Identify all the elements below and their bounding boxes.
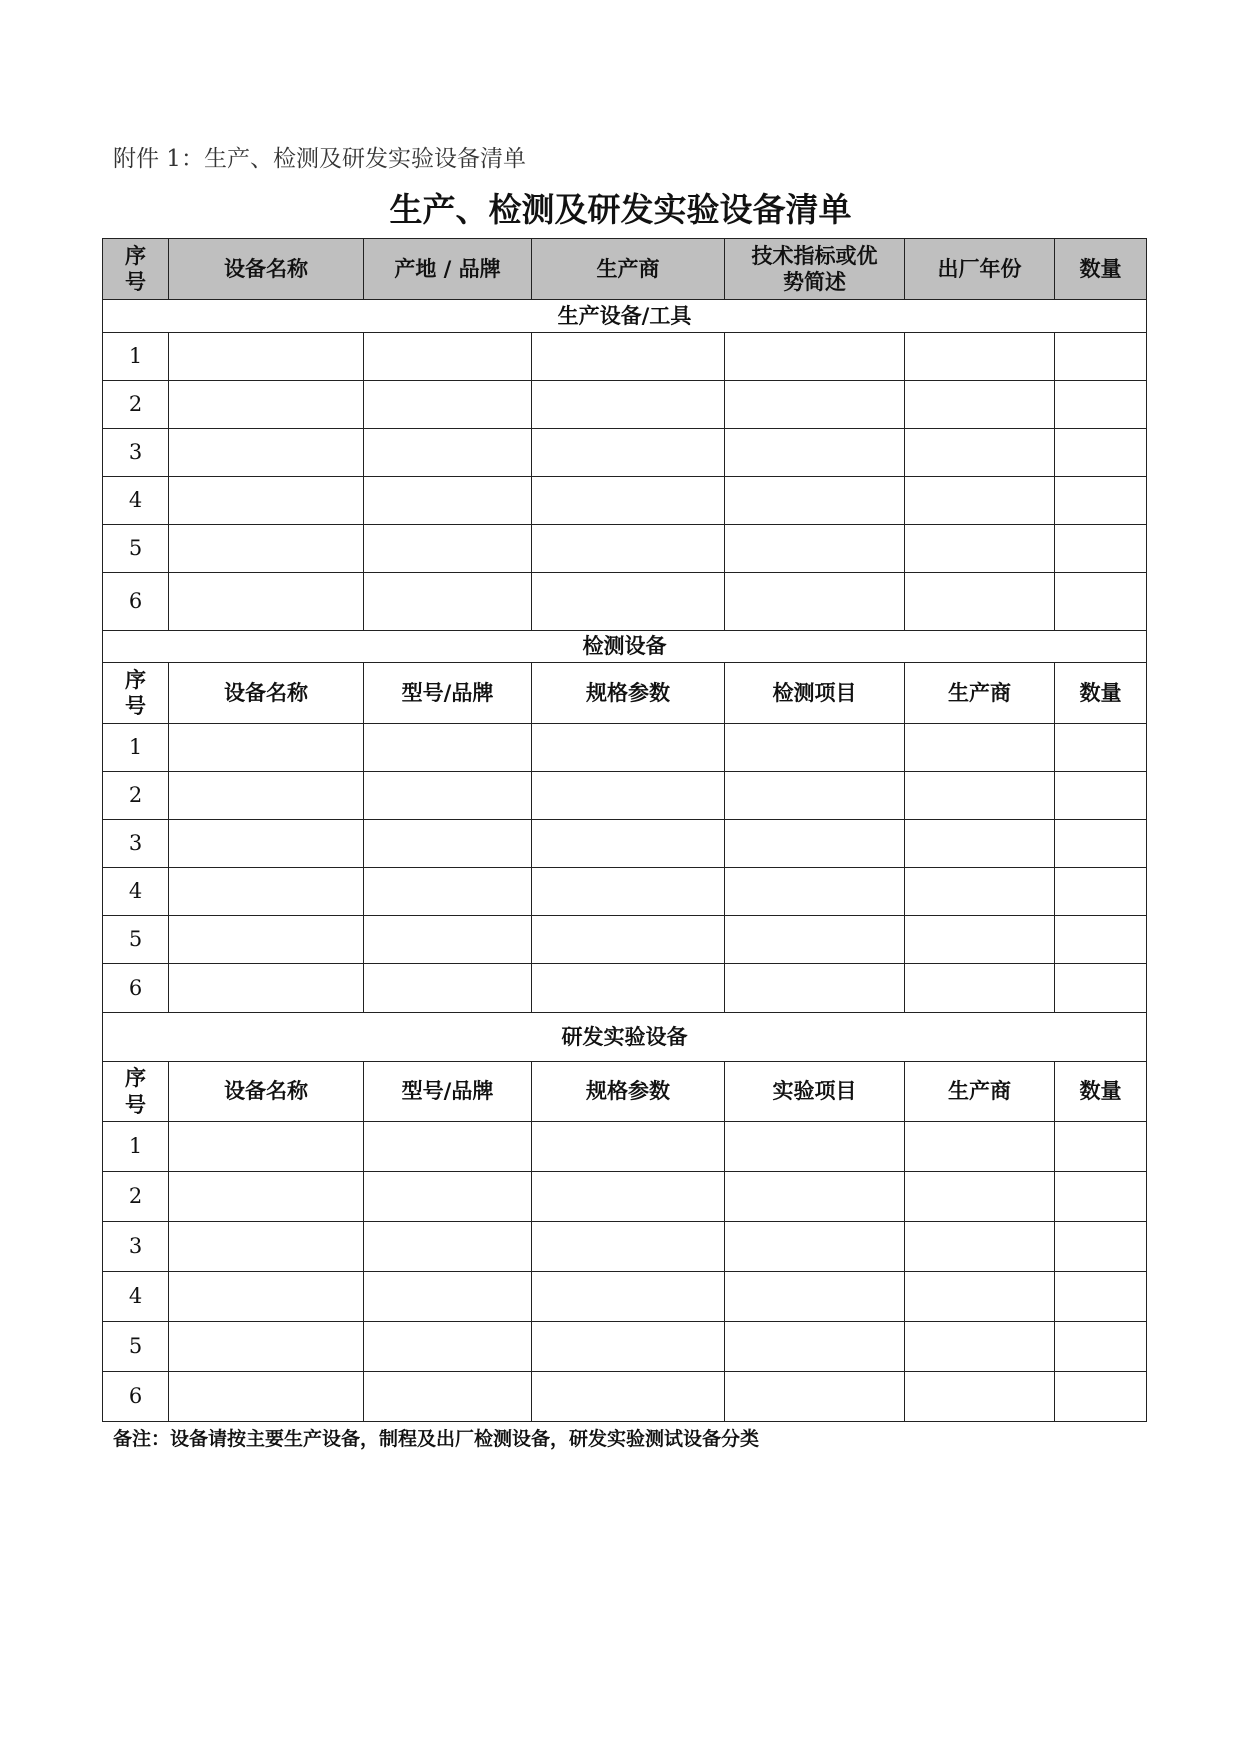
cell-name[interactable] <box>169 1122 364 1172</box>
header-cell-spec-params: 规格参数 <box>532 663 725 724</box>
cell-manufacturer[interactable] <box>905 916 1055 964</box>
cell-quantity[interactable] <box>1055 1172 1147 1222</box>
cell-name[interactable] <box>169 477 364 525</box>
table-row <box>103 820 1147 868</box>
cell-name[interactable] <box>169 1222 364 1272</box>
cell-manufacturer[interactable] <box>532 333 725 381</box>
cell-manufacturer[interactable] <box>532 525 725 573</box>
row-number: 6 <box>103 964 169 1013</box>
cell-model-brand[interactable] <box>364 1122 532 1172</box>
cell-quantity[interactable] <box>1055 916 1147 964</box>
cell-spec-params[interactable] <box>532 1272 725 1322</box>
cell-quantity[interactable] <box>1055 429 1147 477</box>
table-row <box>103 1272 1147 1322</box>
cell-manufacturer[interactable] <box>905 868 1055 916</box>
header-cell-manufacturer: 生产商 <box>905 1062 1055 1122</box>
table-row <box>103 916 1147 964</box>
cell-quantity[interactable] <box>1055 333 1147 381</box>
header-cell-specs-summary: 技术指标或优 势简述 <box>725 239 905 300</box>
section-title-production: 生产设备/工具 <box>103 300 1147 333</box>
cell-manufacturer[interactable] <box>905 1372 1055 1422</box>
cell-spec-params[interactable] <box>532 1322 725 1372</box>
cell-quantity[interactable] <box>1055 1222 1147 1272</box>
row-number: 3 <box>103 820 169 868</box>
table-row <box>103 381 1147 429</box>
row-number: 2 <box>103 1172 169 1222</box>
cell-spec-params[interactable] <box>532 1122 725 1172</box>
cell-manufacturer[interactable] <box>532 429 725 477</box>
cell-model-brand[interactable] <box>364 1322 532 1372</box>
row-number: 1 <box>103 1122 169 1172</box>
table-row <box>103 1372 1147 1422</box>
header-cell-name: 设备名称 <box>169 239 364 300</box>
cell-quantity[interactable] <box>1055 724 1147 772</box>
cell-manufacturer[interactable] <box>905 1172 1055 1222</box>
header-cell-test-items: 检测项目 <box>725 663 905 724</box>
cell-specs[interactable] <box>725 525 905 573</box>
header-cell-manufacturer: 生产商 <box>905 663 1055 724</box>
cell-name[interactable] <box>169 916 364 964</box>
header-cell-spec-params: 规格参数 <box>532 1062 725 1122</box>
cell-model-brand[interactable] <box>364 1272 532 1322</box>
cell-spec-params[interactable] <box>532 964 725 1013</box>
production-header-row <box>103 239 1147 300</box>
cell-name[interactable] <box>169 964 364 1013</box>
cell-experiment-items[interactable] <box>725 1222 905 1272</box>
row-number: 5 <box>103 916 169 964</box>
cell-manufacturer[interactable] <box>905 820 1055 868</box>
equipment-table <box>102 238 1147 1422</box>
cell-origin-brand[interactable] <box>364 525 532 573</box>
cell-name[interactable] <box>169 1272 364 1322</box>
cell-experiment-items[interactable] <box>725 1322 905 1372</box>
rnd-header-row <box>103 1062 1147 1122</box>
cell-model-brand[interactable] <box>364 916 532 964</box>
row-number: 6 <box>103 1372 169 1422</box>
cell-quantity[interactable] <box>1055 820 1147 868</box>
row-number: 5 <box>103 1322 169 1372</box>
cell-spec-params[interactable] <box>532 820 725 868</box>
header-cell-manufacturer: 生产商 <box>532 239 725 300</box>
table-row <box>103 964 1147 1013</box>
production-section-row <box>103 300 1147 333</box>
page-title: 生产、检测及研发实验设备清单 <box>389 190 852 229</box>
header-cell-model-brand: 型号/品牌 <box>364 663 532 724</box>
cell-spec-params[interactable] <box>532 868 725 916</box>
header-cell-index: 序 号 <box>103 239 169 300</box>
testing-section-row <box>103 631 1147 663</box>
table-row <box>103 333 1147 381</box>
section-title-testing: 检测设备 <box>103 631 1147 663</box>
cell-spec-params[interactable] <box>532 916 725 964</box>
cell-manufacturer[interactable] <box>905 964 1055 1013</box>
header-cell-quantity: 数量 <box>1055 663 1147 724</box>
cell-origin-brand[interactable] <box>364 573 532 631</box>
row-number: 2 <box>103 381 169 429</box>
header-cell-quantity: 数量 <box>1055 1062 1147 1122</box>
cell-specs[interactable] <box>725 429 905 477</box>
header-cell-origin-brand: 产地 / 品牌 <box>364 239 532 300</box>
cell-model-brand[interactable] <box>364 964 532 1013</box>
table-row <box>103 772 1147 820</box>
cell-specs[interactable] <box>725 477 905 525</box>
cell-model-brand[interactable] <box>364 868 532 916</box>
row-number: 1 <box>103 333 169 381</box>
cell-name[interactable] <box>169 724 364 772</box>
cell-test-items[interactable] <box>725 724 905 772</box>
table-row <box>103 573 1147 631</box>
cell-year[interactable] <box>905 381 1055 429</box>
cell-quantity[interactable] <box>1055 772 1147 820</box>
cell-model-brand[interactable] <box>364 1372 532 1422</box>
row-number: 3 <box>103 1222 169 1272</box>
cell-name[interactable] <box>169 1172 364 1222</box>
cell-manufacturer[interactable] <box>905 724 1055 772</box>
cell-name[interactable] <box>169 868 364 916</box>
cell-name[interactable] <box>169 333 364 381</box>
attachment-label: 附件 1：生产、检测及研发实验设备清单 <box>113 146 526 172</box>
cell-manufacturer[interactable] <box>905 1272 1055 1322</box>
table-row <box>103 724 1147 772</box>
cell-quantity[interactable] <box>1055 525 1147 573</box>
cell-name[interactable] <box>169 525 364 573</box>
cell-test-items[interactable] <box>725 772 905 820</box>
row-number: 5 <box>103 525 169 573</box>
cell-manufacturer[interactable] <box>905 1122 1055 1172</box>
cell-test-items[interactable] <box>725 964 905 1013</box>
table-row <box>103 429 1147 477</box>
cell-spec-params[interactable] <box>532 772 725 820</box>
cell-manufacturer[interactable] <box>532 381 725 429</box>
cell-manufacturer[interactable] <box>532 573 725 631</box>
table-row <box>103 477 1147 525</box>
cell-quantity[interactable] <box>1055 1322 1147 1372</box>
cell-model-brand[interactable] <box>364 1172 532 1222</box>
cell-model-brand[interactable] <box>364 724 532 772</box>
cell-name[interactable] <box>169 772 364 820</box>
section-title-rnd: 研发实验设备 <box>103 1013 1147 1062</box>
header-cell-year: 出厂年份 <box>905 239 1055 300</box>
cell-specs[interactable] <box>725 573 905 631</box>
cell-experiment-items[interactable] <box>725 1372 905 1422</box>
cell-name[interactable] <box>169 381 364 429</box>
cell-quantity[interactable] <box>1055 868 1147 916</box>
row-number: 4 <box>103 1272 169 1322</box>
cell-quantity[interactable] <box>1055 1272 1147 1322</box>
cell-quantity[interactable] <box>1055 1122 1147 1172</box>
cell-name[interactable] <box>169 573 364 631</box>
table-row <box>103 1122 1147 1172</box>
testing-header-row <box>103 663 1147 724</box>
table-row <box>103 1222 1147 1272</box>
header-cell-experiment-items: 实验项目 <box>725 1062 905 1122</box>
table-row <box>103 1172 1147 1222</box>
rnd-section-row <box>103 1013 1147 1062</box>
cell-manufacturer[interactable] <box>905 1222 1055 1272</box>
cell-model-brand[interactable] <box>364 772 532 820</box>
cell-quantity[interactable] <box>1055 573 1147 631</box>
table-row <box>103 868 1147 916</box>
header-cell-index: 序 号 <box>103 1062 169 1122</box>
cell-name[interactable] <box>169 820 364 868</box>
row-number: 6 <box>103 573 169 631</box>
cell-manufacturer[interactable] <box>905 772 1055 820</box>
cell-model-brand[interactable] <box>364 1222 532 1272</box>
row-number: 3 <box>103 429 169 477</box>
cell-name[interactable] <box>169 1322 364 1372</box>
cell-year[interactable] <box>905 525 1055 573</box>
cell-manufacturer[interactable] <box>532 477 725 525</box>
cell-spec-params[interactable] <box>532 1172 725 1222</box>
header-cell-index: 序 号 <box>103 663 169 724</box>
cell-year[interactable] <box>905 573 1055 631</box>
table-row <box>103 1322 1147 1372</box>
header-cell-name: 设备名称 <box>169 1062 364 1122</box>
cell-specs[interactable] <box>725 381 905 429</box>
row-number: 4 <box>103 477 169 525</box>
cell-origin-brand[interactable] <box>364 477 532 525</box>
row-number: 4 <box>103 868 169 916</box>
cell-specs[interactable] <box>725 333 905 381</box>
cell-spec-params[interactable] <box>532 724 725 772</box>
header-cell-name: 设备名称 <box>169 663 364 724</box>
cell-year[interactable] <box>905 477 1055 525</box>
cell-quantity[interactable] <box>1055 1372 1147 1422</box>
remarks-note: 备注：设备请按主要生产设备，制程及出厂检测设备，研发实验测试设备分类 <box>113 1428 760 1450</box>
cell-name[interactable] <box>169 1372 364 1422</box>
cell-model-brand[interactable] <box>364 820 532 868</box>
cell-manufacturer[interactable] <box>905 1322 1055 1372</box>
cell-quantity[interactable] <box>1055 964 1147 1013</box>
cell-origin-brand[interactable] <box>364 333 532 381</box>
cell-origin-brand[interactable] <box>364 429 532 477</box>
cell-experiment-items[interactable] <box>725 1172 905 1222</box>
header-cell-quantity: 数量 <box>1055 239 1147 300</box>
cell-test-items[interactable] <box>725 868 905 916</box>
cell-spec-params[interactable] <box>532 1372 725 1422</box>
cell-year[interactable] <box>905 429 1055 477</box>
header-cell-model-brand: 型号/品牌 <box>364 1062 532 1122</box>
cell-experiment-items[interactable] <box>725 1122 905 1172</box>
cell-test-items[interactable] <box>725 820 905 868</box>
table-row <box>103 525 1147 573</box>
cell-origin-brand[interactable] <box>364 381 532 429</box>
cell-quantity[interactable] <box>1055 381 1147 429</box>
row-number: 1 <box>103 724 169 772</box>
cell-spec-params[interactable] <box>532 1222 725 1272</box>
cell-experiment-items[interactable] <box>725 1272 905 1322</box>
cell-test-items[interactable] <box>725 916 905 964</box>
cell-year[interactable] <box>905 333 1055 381</box>
row-number: 2 <box>103 772 169 820</box>
cell-name[interactable] <box>169 429 364 477</box>
cell-quantity[interactable] <box>1055 477 1147 525</box>
